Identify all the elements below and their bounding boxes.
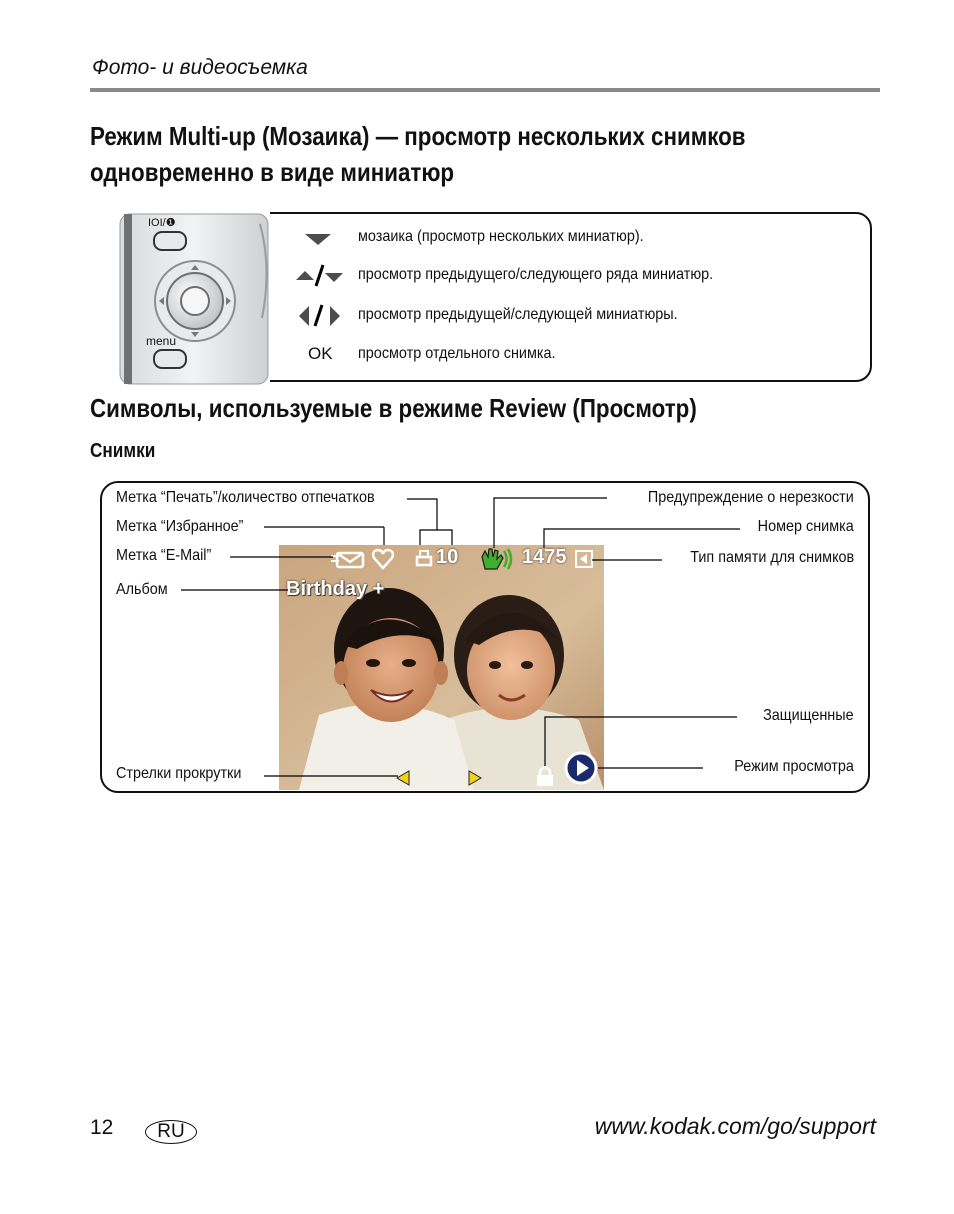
language-badge: RU <box>145 1120 197 1144</box>
print-count: 10 <box>436 546 459 568</box>
callout-email-tag: Метка “E-Mail” <box>116 547 212 564</box>
info-button-label: IOI/❶ <box>148 217 176 229</box>
callout-review-mode: Режим просмотра <box>734 758 854 775</box>
control-row-text: просмотр предыдущей/следующей миниатюры. <box>358 306 678 323</box>
page-title-line-1: Режим Multi-up (Мозаика) — просмотр нескольких снимков <box>90 121 746 151</box>
callout-favorite-tag: Метка “Избранное” <box>116 518 244 535</box>
callout-storage-type: Тип памяти для снимков <box>690 549 854 566</box>
ok-label: OK <box>308 344 333 363</box>
control-row-text: просмотр предыдущего/следующего ряда миниатюр. <box>358 266 714 283</box>
section-header: Фото- и видеосъемка <box>92 56 308 79</box>
callout-scroll-arrows: Стрелки прокрутки <box>116 765 242 782</box>
page-number: 12 <box>90 1116 114 1139</box>
review-heading: Символы, используемые в режиме Review (Просмотр) <box>90 393 697 423</box>
callout-protected: Защищенные <box>763 707 854 724</box>
callout-blur-warning: Предупреждение о нерезкости <box>648 489 854 506</box>
callout-album: Альбом <box>116 581 168 598</box>
support-url[interactable]: www.kodak.com/go/support <box>594 1113 876 1139</box>
control-row-text: просмотр отдельного снимка. <box>358 345 556 362</box>
page-title-line-2: одновременно в виде миниатюр <box>90 157 455 187</box>
pictures-subheading: Снимки <box>90 440 156 462</box>
menu-button-label: menu <box>146 334 177 348</box>
picture-number: 1475 <box>522 546 567 568</box>
callout-print-tag: Метка “Печать”/количество отпечатков <box>116 489 375 506</box>
callout-picture-number: Номер снимка <box>757 518 854 535</box>
control-row-text: мозаика (просмотр нескольких миниатюр). <box>358 228 644 245</box>
album-name: Birthday + <box>286 578 385 600</box>
